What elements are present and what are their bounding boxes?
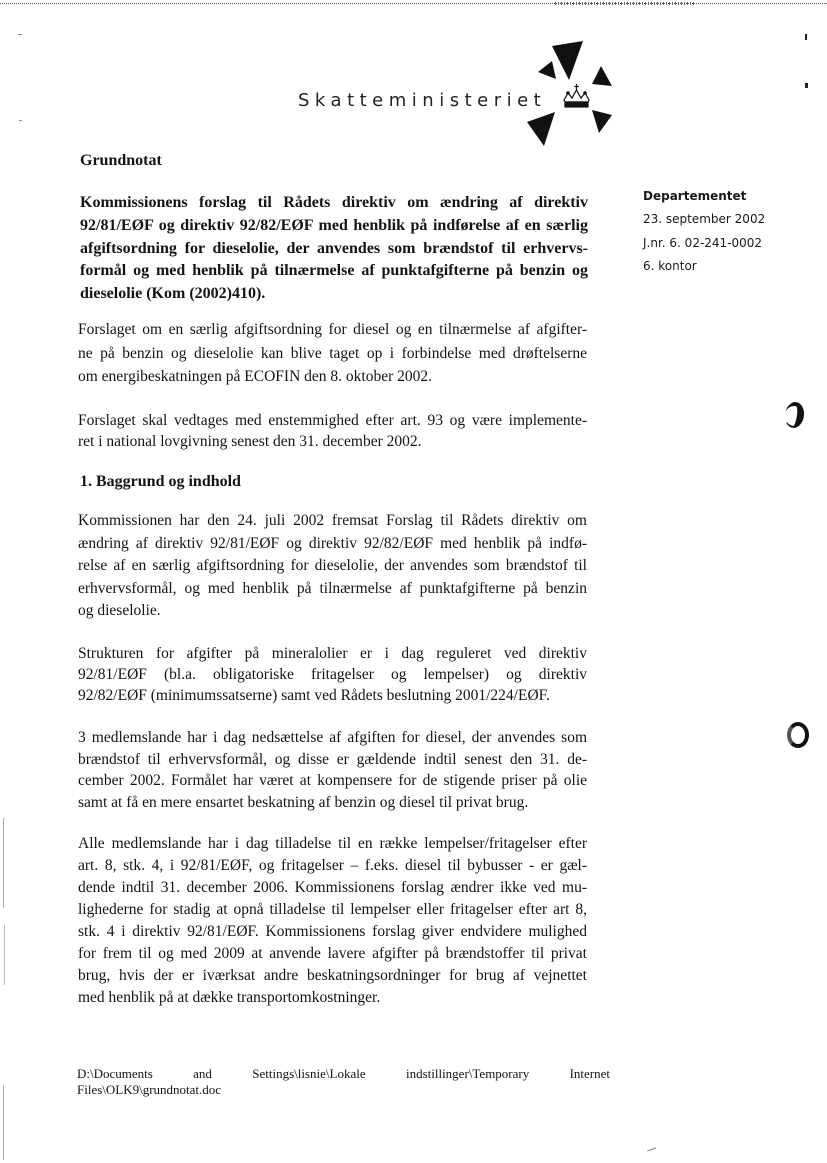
text-line: og dieselolie. [78,602,161,619]
text-line: dende indtil 31. december 2006. Kommissionens forslag ændrer ikke ved mu- [78,879,587,896]
title-line: Kommissionens forslag til Rådets direktiv om ændring af direktiv [80,194,588,211]
logo-triangle [592,66,612,86]
section-heading: 1. Baggrund og indhold [80,473,241,490]
text-line: Strukturen for afgifter på mineralolier er i dag reguleret ved direktiv [78,645,587,662]
text-line: om energibeskatningen på ECOFIN den 8. oktober 2002. [78,368,432,385]
scan-mark [805,83,808,88]
text-line: cember 2002. Formålet har været at kompensere for de stigende priser på olie [78,772,587,790]
logo-triangle [552,41,583,80]
sidebar-info [643,185,803,278]
footer-path-line: D:\Documents and Settings\lisnie\Lokale indstillinger\Temporary Internet [77,1066,610,1081]
ministry-name: Skatteministeriet [298,90,547,111]
scan-top-border [0,3,827,4]
text-line: ret i national lovgivning senest den 31. december 2002. [78,433,422,450]
scan-top-hatch [555,2,695,5]
scan-mark [19,120,22,121]
logo-triangle [538,61,556,79]
document-type-label: Grundnotat [80,152,162,169]
scan-margin-line [3,818,4,908]
text-line: brug, hvis der er iværksat andre beskatningsordninger for brug af vejnettet [78,967,587,984]
text-line: relse af en særlig afgiftsordning for dieselolie, der anvendes som brændstof til [78,557,587,574]
text-line: ne på benzin og dieselolie kan blive taget op i forbindelse med drøftelserne [78,344,587,362]
office-label: 6. kontor [643,258,697,273]
title-line: 92/81/EØF og direktiv 92/82/EØF med henblik på indførelse af en særlig [80,216,588,234]
text-line: med henblik på at dække transportomkostninger. [78,989,381,1006]
text-line: Alle medlemslande har i dag tilladelse til en række lempelser/fritagelser efter [78,835,587,852]
section-paragraph [78,833,587,1009]
text-line: Kommissionen har den 24. juli 2002 fremsat Forslag til Rådets direktiv om [78,512,587,529]
footer-file-path [77,1066,610,1098]
punch-hole-mark [783,401,805,429]
title-line: formål og med henblik på tilnærmelse af punktafgifterne på benzin og [80,262,588,280]
logo-triangle [527,112,555,146]
text-line: 3 medlemslande har i dag nedsættelse af afgiften for diesel, der anvendes som [78,729,587,746]
text-line: Forslaget skal vedtages med enstemmighed efter art. 93 og være implemente- [78,412,587,429]
scan-margin-line [4,925,5,985]
document-title [80,192,588,306]
text-line: art. 8, stk. 4, i 92/81/EØF, og fritagelser – f.eks. diesel til bybusser - er gæl- [78,857,587,874]
text-line: brændstof til erhvervsformål, og disse er gældende indtil senest den 31. de- [78,750,587,768]
department-label: Departementet [643,189,747,203]
scan-mark [805,34,807,40]
punch-hole-ring [787,722,809,748]
scan-margin-line [3,1085,4,1160]
footer-path-line: Files\OLK9\grundnotat.doc [77,1082,222,1097]
title-line: afgiftsordning for dieselolie, der anvendes som brændstof til erhvervs- [80,239,588,257]
section-paragraph [78,510,587,623]
text-line: lighederne for stadig at opnå tilladelse til lempelser eller fritagelser efter art 8, [78,901,587,918]
ministry-logo-mark [520,38,620,150]
intro-paragraph [78,318,587,389]
section-paragraph [78,727,587,814]
text-line: ændring af direktiv 92/81/EØF og direktiv 92/82/EØF med henblik på indfø- [78,534,587,552]
crown-icon [564,84,589,107]
title-line: dieselolie (Kom (2002)410). [80,285,266,302]
text-line: Forslaget om en særlig afgiftsordning for diesel og en tilnærmelse af afgifter- [78,321,587,338]
document-date: 23. september 2002 [643,212,766,227]
scan-mark [18,34,22,35]
logo-triangle [592,110,612,133]
text-line: samt at få en mere ensartet beskatning af benzin og diesel til privat brug. [78,794,529,812]
text-line: 92/81/EØF (bl.a. obligatoriske fritagelser og lempelser) og direktiv [78,666,587,683]
scan-mark [647,1147,656,1151]
text-line: 92/82/EØF (minimumssatserne) samt ved Rådets beslutning 2001/224/EØF. [78,687,550,704]
intro-paragraph [78,410,587,452]
text-line: erhvervsformål, og med henblik på tilnærmelse af punktafgifterne på benzin [78,579,587,597]
section-paragraph [78,643,587,706]
text-line: stk. 4 i direktiv 92/81/EØF. Kommissionens forslag giver endvidere mulighed [78,923,587,940]
text-line: for frem til og med 2009 at anvende lavere afgifter på brændstoffer til privat [78,945,587,962]
journal-number: J.nr. 6. 02-241-0002 [643,235,763,250]
